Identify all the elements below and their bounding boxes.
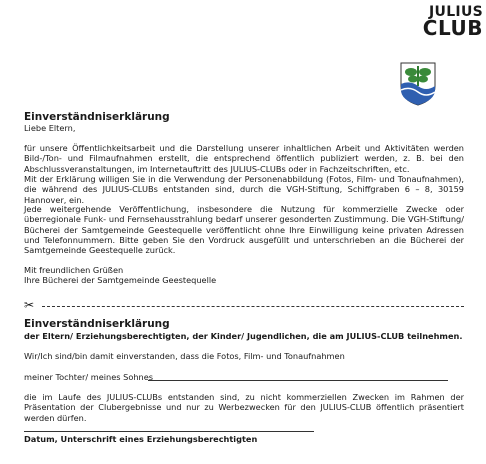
closing-line-1: Mit freundlichen Grüßen [24, 265, 124, 275]
cut-line [24, 300, 464, 312]
logo-line-1: JULIUS [429, 4, 483, 20]
dashed-divider [42, 306, 464, 307]
child-name-field[interactable] [148, 380, 448, 381]
closing-line-2: Ihre Bücherei der Samtgemeinde Geestequelle [24, 275, 217, 285]
coat-of-arms-icon [400, 62, 436, 106]
consent-line: Wir/Ich sind/bin damit einverstanden, dass die Fotos, Film- und Tonaufnahmen [24, 351, 345, 361]
paragraph-2: Mit der Erklärung willigen Sie in die Verwendung der Personenabbildung (Fotos, Film- und Tonaufnahmen), die während des JULIUS-CLUBs entstanden sind, durch die VGH-Stiftung, Schiffgraben 6 – 8, 30159 Hannover, ein. [24, 174, 464, 205]
julius-club-logo [393, 4, 483, 40]
letter-title: Einverständniserklärung [24, 111, 170, 123]
consent-paragraph: die im Laufe des JULIUS-CLUBs entstanden sind, zu nicht kommerziellen Zwecken im Rahmen der Präsentation der Clubergebnisse und nur zu Werbezwecken für den JULIUS-CLUB öffentlich präsentiert werden dürfen. [24, 392, 464, 423]
logo-line-2: CLUB [422, 15, 483, 40]
scissors-icon: ✂ [24, 298, 35, 312]
form-subtitle: der Eltern/ Erziehungsberechtigten, der Kinder/ Jugendlichen, die am JULIUS-CLUB teilnehmen. [24, 331, 463, 341]
form-title: Einverständniserklärung [24, 318, 170, 330]
child-name-label: meiner Tochter/ meines Sohnes [24, 372, 154, 382]
paragraph-1: für unsere Öffentlichkeitsarbeit und die Darstellung unserer inhaltlichen Arbeit und Aktivitäten werden Bild-/Ton- und Filmaufnahmen erstellt, die entsprechend öffentlich publiziert werden, z. B. bei den Abschlussveranstaltungen, im Internetauftritt des JULIUS-CLUBs oder in Fachzeitschriften, etc. [24, 143, 464, 174]
signature-field[interactable] [24, 431, 314, 432]
greeting: Liebe Eltern, [24, 123, 76, 133]
paragraph-3: Jede weitergehende Veröffentlichung, insbesondere die Nutzung für kommerzielle Zwecke oder überregionale Funk- und Fernsehausstrahlung bedarf unserer gesonderten Zustimmung. Die VGH-Stiftung/ Bücherei der Samtgemeinde Geestequelle veröffentlicht ohne Ihre Einwilligung keine privaten Adressen und Telefonnummern. Bitte geben Sie den Vordruck ausgefüllt und unterschrieben an die Bücherei der Samtgemeinde Geestequelle zurück. [24, 204, 464, 256]
signature-label: Datum, Unterschrift eines Erziehungsberechtigten [24, 434, 258, 444]
